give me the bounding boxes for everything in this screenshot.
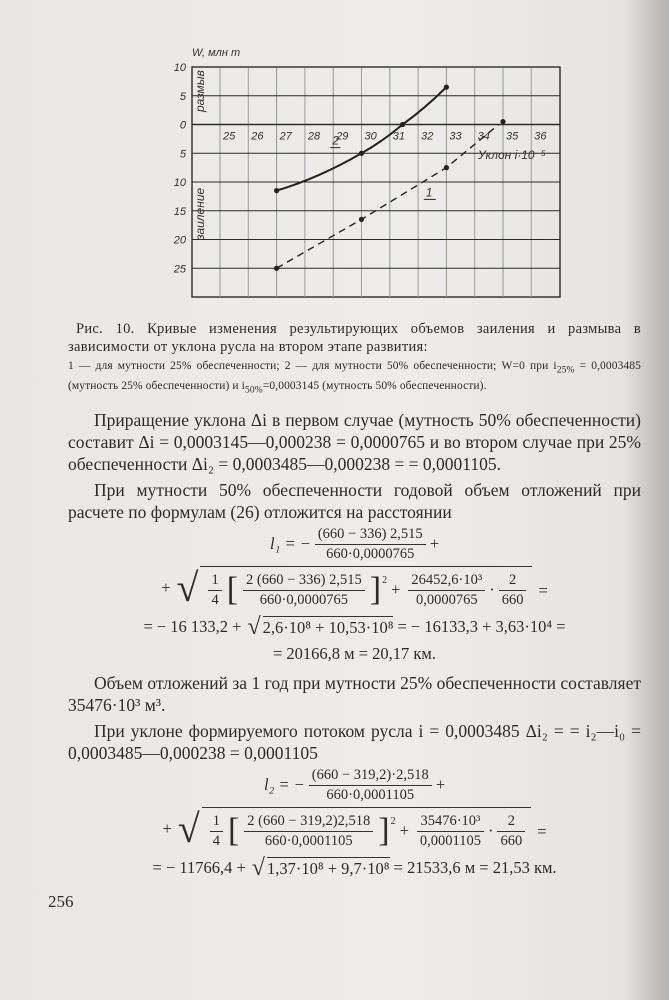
fraction [208, 572, 221, 609]
series-1-label: 1 [425, 185, 433, 200]
x-tick-label: 26 [251, 130, 264, 143]
x-tick-label: 30 [364, 130, 377, 143]
denominator: 660·0,0001105 [326, 786, 415, 803]
denominator: 0,0001105 [419, 832, 481, 849]
y-tick-label: 5 [179, 148, 186, 161]
denominator: 0,0000765 [416, 591, 478, 608]
sqrt-symbol: √ [251, 854, 265, 881]
series-2-point [274, 188, 279, 193]
eq-text: = − 11766,4 + [152, 857, 246, 877]
bracket: ] [369, 571, 382, 609]
chart-grid [192, 67, 560, 297]
x-tick-label: 32 [421, 130, 434, 143]
dot: · [489, 580, 495, 600]
paragraph-2: При мутности 50% обеспеченности годовой объем отложений при расчете по формулам (26) отложится на расстоянии [68, 479, 641, 522]
equation-l1-line2 [68, 566, 641, 610]
radicand: 1,37·10⁸ + 9,7·10⁸ [266, 858, 390, 878]
eq-text: = − 16 133,2 + [143, 616, 242, 636]
plus: + [161, 577, 171, 597]
sqrt-symbol: √ [177, 805, 200, 851]
radicand [200, 566, 532, 609]
x-tick-label: 35 [506, 130, 519, 143]
denominator: 4 [211, 591, 219, 608]
numerator: 26452,6·10³ [408, 572, 485, 591]
sqrt-symbol: √ [176, 564, 199, 610]
series-1-point [500, 119, 505, 124]
fraction [499, 572, 527, 609]
equation-l1-line3 [68, 613, 641, 641]
y-label-bottom: заиление [193, 187, 207, 240]
eq-text: = − 16133,3 + 3,63·10⁴ = [397, 616, 566, 636]
caption-legend [68, 358, 641, 399]
legend-text: =0,0003145 (мутность 50% обеспеченности). [262, 380, 487, 393]
y-axis-label: W, млн т [192, 47, 241, 59]
bracket: [ [227, 812, 240, 850]
numerator: 1 [210, 813, 223, 832]
x-tick-label: 34 [477, 130, 490, 143]
fraction [210, 813, 223, 850]
denominator: 4 [212, 832, 220, 849]
y-tick-label: 10 [173, 62, 186, 74]
paragraph-4: При уклоне формируемого потоком русла i = 0,0003485 Δi₂ = = i₂—i₀ = 0,0003485—0,000238 = 0,0001105 [68, 720, 641, 763]
series-2-label: 2 [332, 133, 340, 148]
numerator: 1 [208, 572, 221, 591]
denominator: 660·0,0000765 [326, 545, 415, 562]
x-axis-label: Уклон i·10⁻⁵ [478, 148, 546, 162]
exponent: 2 [382, 575, 388, 587]
equation-l1-result: = 20166,8 м = 20,17 км. [272, 643, 436, 663]
series-2-point [359, 151, 364, 156]
x-tick-label: 33 [449, 130, 462, 143]
fraction [315, 526, 426, 563]
denominator: 660·0,0001105 [264, 832, 353, 849]
figure-10-chart [0, 0, 669, 320]
equation-l2-line3 [68, 854, 641, 882]
denominator: 660 [501, 591, 524, 608]
fraction [243, 572, 365, 609]
text-column [48, 320, 642, 912]
numerator: 2 [497, 813, 525, 832]
x-tick-label: 27 [279, 130, 292, 143]
y-label-top: размыв [193, 70, 207, 112]
plus: + [391, 580, 401, 600]
x-tick-label: 31 [392, 130, 406, 143]
eq-lhs: l₁ = − [270, 534, 311, 554]
sub-50: 50% [244, 384, 263, 396]
numerator: 35476·10³ [417, 813, 484, 832]
fraction [497, 813, 525, 850]
y-tick-label: 0 [179, 119, 186, 132]
equals: = [538, 580, 548, 600]
caption-title: Рис. 10. Кривые изменения результирующих объемов заиления и размыва в зависимости от уклона русла на втором этапе развития: [68, 321, 641, 355]
sqrt-symbol: √ [247, 613, 261, 640]
y-tick-label: 25 [173, 263, 186, 276]
plus: + [435, 775, 446, 795]
page-number: 256 [48, 891, 74, 911]
radicand: 2,6·10⁸ + 10,53·10⁸ [262, 617, 394, 637]
numerator: (660 − 336) 2,515 [315, 526, 426, 545]
eq-text: = 21533,6 м = 21,53 км. [393, 857, 557, 877]
numerator: 2 (660 − 336) 2,515 [243, 572, 365, 591]
numerator: 2 [499, 572, 527, 591]
figure-caption [68, 320, 641, 399]
numerator: 2 (660 − 319,2)2,518 [244, 813, 373, 832]
y-tick-label: 5 [179, 90, 186, 103]
x-tick-label: 25 [223, 130, 236, 143]
legend-text: = 0,0003485 (мутность 25% обеспеченности) и i [68, 360, 642, 393]
paragraph-3: Объем отложений за 1 год при мутности 25% обеспеченности составляет 35476·10³ м³. [68, 672, 641, 715]
equation-l2-line2 [68, 807, 641, 851]
fraction [408, 572, 485, 609]
eq-lhs: l₂ = − [263, 775, 305, 795]
series-1-line [277, 125, 499, 269]
denominator: 660 [500, 832, 523, 849]
x-tick-label: 28 [307, 130, 321, 143]
series-1-point [359, 217, 364, 222]
series-1-point [274, 266, 279, 271]
equals: = [537, 821, 547, 841]
fraction [417, 813, 484, 850]
y-tick-label: 20 [173, 234, 186, 247]
dot: · [487, 821, 494, 841]
numerator: (660 − 319,2)·2,518 [309, 767, 432, 786]
chart-labels [173, 62, 548, 275]
sub-25: 25% [556, 364, 575, 376]
fraction [244, 813, 373, 850]
plus: + [162, 818, 172, 838]
equation-l1-line1 [68, 526, 641, 563]
plus: + [429, 534, 439, 554]
radicand [202, 807, 532, 850]
series-2-point [444, 85, 449, 90]
paragraph-1: Приращение уклона Δi в первом случае (мутность 50% обеспеченности) составит Δi = 0,0003145—0,000238 = 0,0000765 и во втором случае при 25% обеспеченности Δi₂ = 0,0003485—0,000238 = = 0,0001105. [68, 409, 641, 474]
legend-text: 1 — для мутности 25% обеспеченности; 2 — для мутности 50% обеспеченности; W=0 при i [68, 360, 557, 372]
exponent: 2 [390, 816, 396, 828]
denominator: 660·0,0000765 [259, 591, 349, 608]
equation-l2-line1 [68, 767, 641, 804]
x-tick-label: 29 [336, 130, 349, 143]
y-tick-label: 10 [173, 177, 186, 189]
y-tick-label: 15 [173, 205, 186, 218]
series-2-point [400, 122, 405, 127]
bracket: [ [226, 571, 239, 609]
series-1-point [444, 165, 449, 170]
plus: + [399, 821, 409, 841]
x-tick-label: 36 [534, 130, 547, 143]
fraction [309, 767, 432, 804]
bracket: ] [378, 812, 390, 850]
